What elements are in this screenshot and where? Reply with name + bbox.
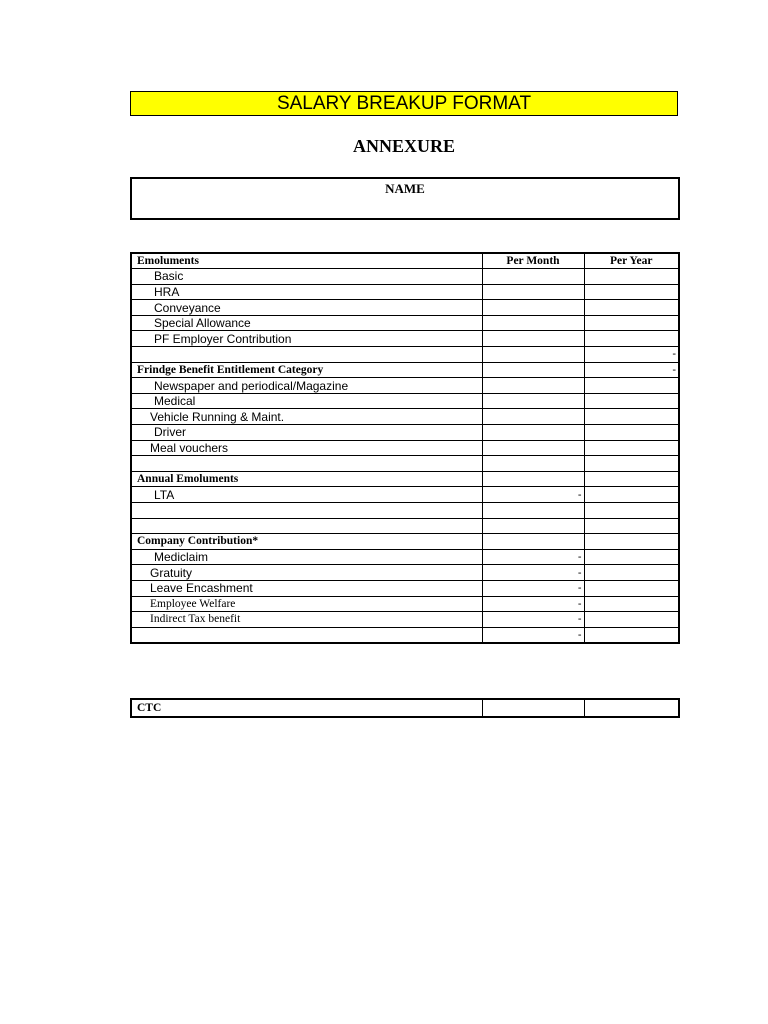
cell-per-month-dash: - [482,549,584,565]
cell-per-month [482,378,584,394]
ctc-label: CTC [131,699,482,717]
cell-per-year [584,440,679,456]
table-row [131,393,679,409]
page-title: SALARY BREAKUP FORMAT [130,91,678,116]
cell-per-month [482,331,584,347]
cell-per-month-dash: - [482,580,584,596]
ctc-row [131,699,679,717]
table-row [131,627,679,643]
cell-per-month [482,534,584,550]
row-label-empty [131,503,482,519]
cell-per-month-dash: - [482,612,584,628]
cell-per-year [584,518,679,534]
row-label-conveyance: Conveyance [131,300,482,316]
emoluments-header: Emoluments [131,253,482,269]
row-label-pf-employer: PF Employer Contribution [131,331,482,347]
ctc-table [130,698,680,718]
cell-per-year [584,300,679,316]
cell-per-year [584,315,679,331]
row-label-fbt-category: Frindge Benefit Entitlement Category [131,362,482,378]
table-row [131,300,679,316]
row-label-annual-emoluments: Annual Emoluments [131,471,482,487]
row-label-lta: LTA [131,487,482,503]
table-row [131,456,679,472]
row-label-special-allowance: Special Allowance [131,315,482,331]
row-label-empty [131,627,482,643]
table-row [131,518,679,534]
table-row [131,612,679,628]
cell-per-month-dash: - [482,627,584,643]
table-row [131,487,679,503]
cell-per-year [584,596,679,612]
cell-per-month [482,315,584,331]
table-row [131,471,679,487]
ctc-per-month [482,699,584,717]
row-label-empty [131,347,482,363]
cell-per-month [482,393,584,409]
cell-per-month [482,269,584,285]
row-label-mediclaim: Mediclaim [131,549,482,565]
cell-per-year [584,627,679,643]
table-row [131,378,679,394]
cell-per-month-dash: - [482,487,584,503]
cell-per-year [584,378,679,394]
row-label-empty [131,456,482,472]
table-row [131,534,679,550]
cell-per-month [482,409,584,425]
row-label-company-contribution: Company Contribution* [131,534,482,550]
cell-per-year [584,409,679,425]
table-row [131,284,679,300]
cell-per-month [482,284,584,300]
row-label-hra: HRA [131,284,482,300]
row-label-empty [131,518,482,534]
cell-per-month [482,518,584,534]
row-label-medical: Medical [131,393,482,409]
table-row [131,409,679,425]
name-label: NAME [385,181,425,196]
row-label-basic: Basic [131,269,482,285]
cell-per-year [584,456,679,472]
per-year-header: Per Year [584,253,679,269]
cell-per-year [584,503,679,519]
row-label-vehicle: Vehicle Running & Maint. [131,409,482,425]
cell-per-year [584,284,679,300]
cell-per-year [584,534,679,550]
row-label-gratuity: Gratuity [131,565,482,581]
cell-per-year [584,612,679,628]
cell-per-month-dash: - [482,596,584,612]
cell-per-month [482,440,584,456]
cell-per-year-dash: - [584,362,679,378]
cell-per-year-dash: - [584,347,679,363]
cell-per-year [584,425,679,441]
table-row [131,503,679,519]
row-label-indirect-tax: Indirect Tax benefit [131,612,482,628]
annexure-heading: ANNEXURE [352,136,455,156]
table-row [131,440,679,456]
table-row [131,425,679,441]
table-row [131,580,679,596]
row-label-meal-vouchers: Meal vouchers [131,440,482,456]
table-row [131,331,679,347]
cell-per-year [584,580,679,596]
row-label-driver: Driver [131,425,482,441]
table-row [131,269,679,285]
cell-per-month [482,300,584,316]
cell-per-year [584,549,679,565]
ctc-per-year [584,699,679,717]
row-label-leave-encashment: Leave Encashment [131,580,482,596]
cell-per-month-dash: - [482,565,584,581]
cell-per-year [584,269,679,285]
cell-per-year [584,393,679,409]
cell-per-year [584,565,679,581]
cell-per-month [482,503,584,519]
table-row [131,565,679,581]
table-row [131,315,679,331]
table-row [131,596,679,612]
salary-table [130,252,680,644]
cell-per-month [482,362,584,378]
table-row [131,362,679,378]
cell-per-month [482,456,584,472]
cell-per-year [584,471,679,487]
row-label-newspaper: Newspaper and periodical/Magazine [131,378,482,394]
table-header-row [131,253,679,269]
cell-per-month [482,425,584,441]
name-box [130,177,680,220]
cell-per-year [584,487,679,503]
cell-per-year [584,331,679,347]
cell-per-month [482,347,584,363]
per-month-header: Per Month [482,253,584,269]
table-row [131,347,679,363]
table-row [131,549,679,565]
row-label-employee-welfare: Employee Welfare [131,596,482,612]
cell-per-month [482,471,584,487]
